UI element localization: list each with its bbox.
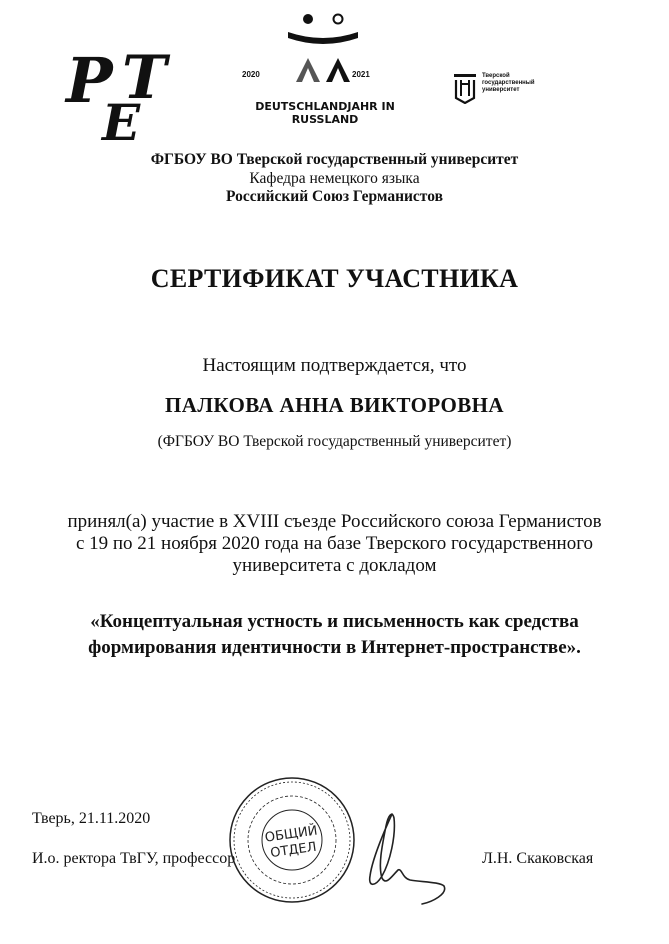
participation-statement: принял(а) участие в XVIII съезде Российского союза Германистов с 19 по 21 ноября 2020 года на базе Тверского государственного университета с докладом [67,511,602,576]
place-and-date: Тверь, 21.11.2020 [32,810,151,827]
department-name: Кафедра немецкого языка [249,170,420,187]
participant-organization: (ФГБОУ ВО Тверской государственный университет) [157,433,512,450]
certificate-title: СЕРТИФИКАТ УЧАСТНИКА [150,264,519,293]
year-2021-label: 2021 [352,70,370,79]
tvgu-emblem-icon [452,72,478,104]
svg-text:ОТДЕЛ: ОТДЕЛ [269,839,318,862]
signature-scribble-icon [362,806,462,906]
year-2020-label: 2020 [242,70,260,79]
round-seal-icon [228,776,356,904]
report-title: «Концептуальная устность и письменность как средства формирования идентичности в Интернет-пространстве». [88,611,581,658]
tvgu-logo-text: Тверской государственный университет [482,73,535,93]
blackletter-monogram-icon [62,40,182,150]
svg-text:ОБЩИЙ: ОБЩИЙ [264,823,319,846]
ret-monogram-logo [62,40,182,150]
institution-name: ФГБОУ ВО Тверской государственный университет [150,151,519,168]
signer-name: Л.Н. Скаковская [482,850,594,867]
deutschlandjahr-caption: DEUTSCHLANDJAHR IN RUSSLAND [255,100,395,126]
participant-name: ПАЛКОВА АННА ВИКТОРОВНА [165,393,504,417]
signer-role: И.о. ректора ТвГУ, профессор [32,850,236,867]
handwritten-signature [362,806,462,906]
deutschlandjahr-logo [238,8,418,126]
svg-text:Р: Р [66,44,113,117]
union-name: Российский Союз Германистов [226,188,443,205]
svg-text:Т: Т [122,43,167,113]
confirmation-text: Настоящим подтверждается, что [202,355,467,376]
two-figures-icon [238,8,418,98]
tvgu-logo [452,72,562,106]
svg-text:Е: Е [102,93,141,150]
official-stamp [228,776,356,904]
